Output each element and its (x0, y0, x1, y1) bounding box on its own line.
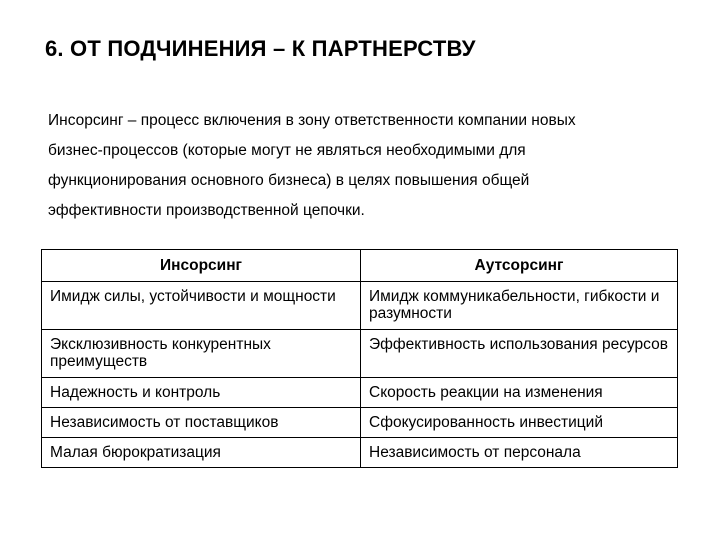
table-cell: Независимость от поставщиков (42, 408, 361, 438)
header-outsourcing: Аутсорсинг (361, 250, 678, 282)
intro-line: эффективности производственной цепочки. (48, 202, 365, 219)
intro-paragraph (48, 106, 688, 226)
slide-title: 6. ОТ ПОДЧИНЕНИЯ – К ПАРТНЕРСТВУ (45, 36, 476, 61)
table-cell: Имидж коммуникабельности, гибкости и разумности (361, 282, 678, 330)
table-row (42, 438, 678, 468)
table-cell: Малая бюрократизация (42, 438, 361, 468)
table-cell: Эксклюзивность конкурентных преимуществ (42, 330, 361, 378)
table-cell: Надежность и контроль (42, 378, 361, 408)
table-header-row (42, 250, 678, 282)
table-row (42, 282, 678, 330)
intro-line: Инсорсинг – процесс включения в зону ответственности компании новых (48, 112, 576, 129)
header-insourcing: Инсорсинг (42, 250, 361, 282)
comparison-table (41, 249, 678, 468)
intro-line: функционирования основного бизнеса) в целях повышения общей (48, 172, 530, 189)
table-row (42, 330, 678, 378)
table-row (42, 378, 678, 408)
table-cell: Независимость от персонала (361, 438, 678, 468)
table-row (42, 408, 678, 438)
table-cell: Сфокусированность инвестиций (361, 408, 678, 438)
table-cell: Скорость реакции на изменения (361, 378, 678, 408)
table-cell: Имидж силы, устойчивости и мощности (42, 282, 361, 330)
intro-line: бизнес-процессов (которые могут не являться необходимыми для (48, 142, 526, 159)
table-cell: Эффективность использования ресурсов (361, 330, 678, 378)
